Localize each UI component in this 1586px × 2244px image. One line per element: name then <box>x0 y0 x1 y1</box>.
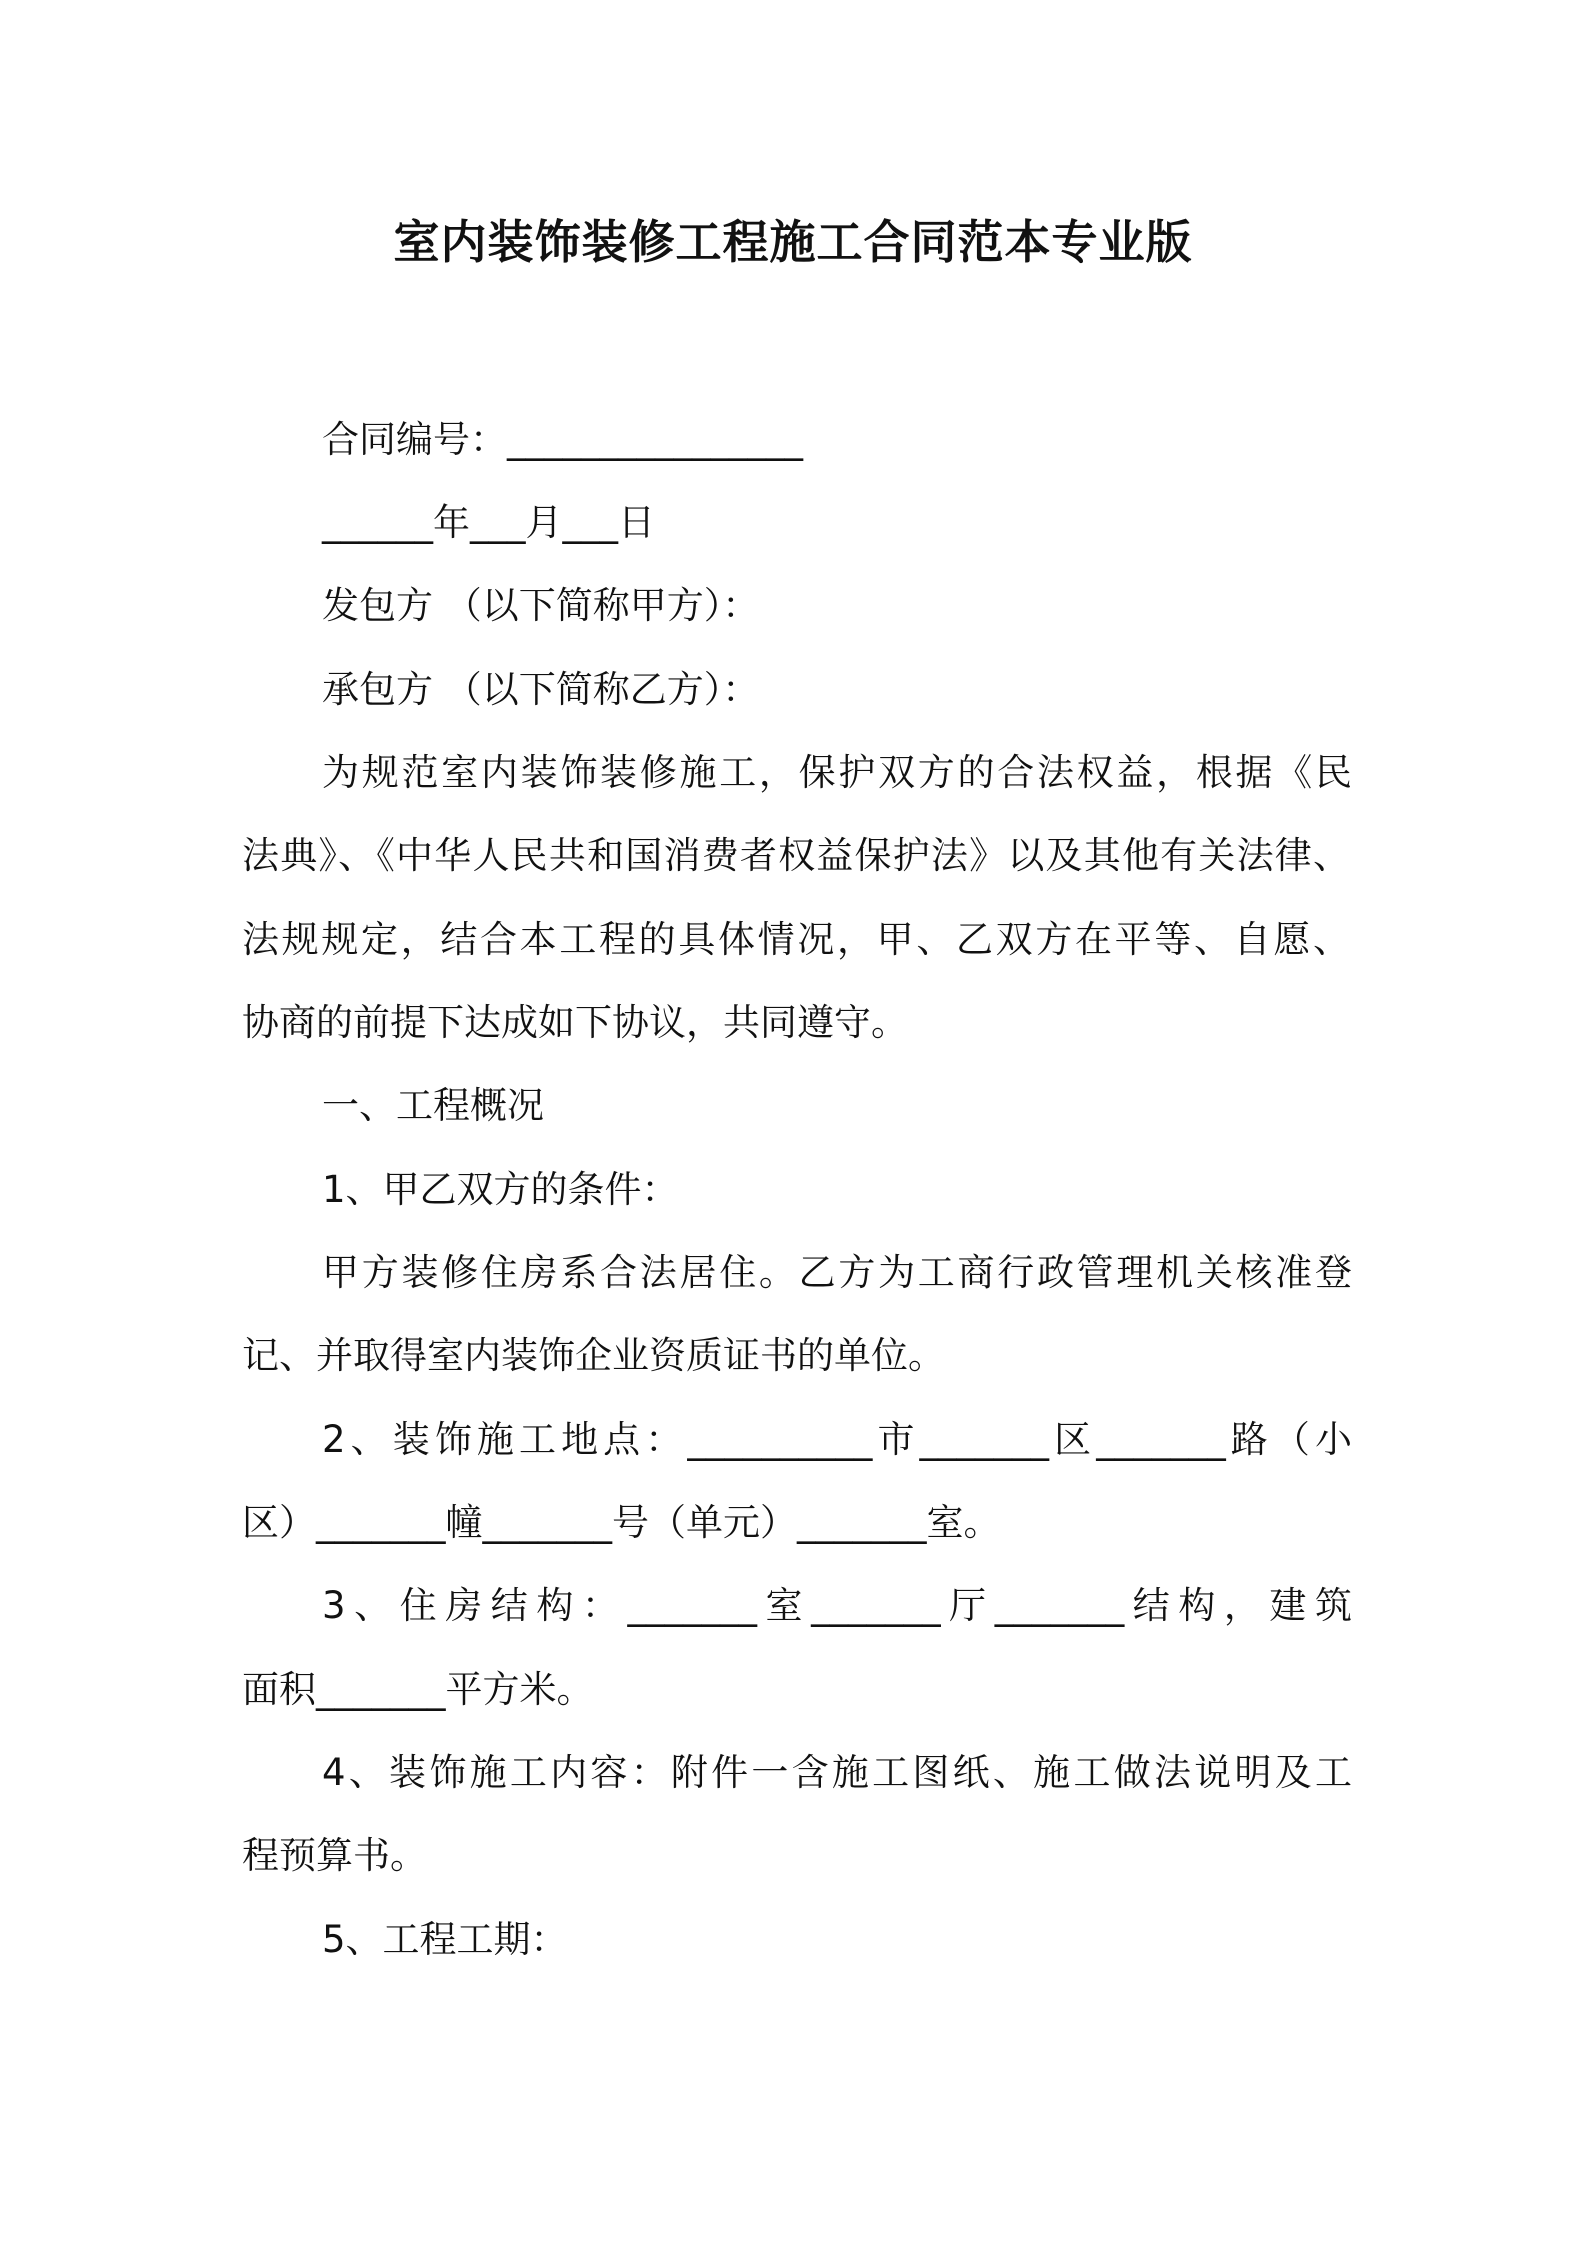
paragraph-line: 法规规定，结合本工程的具体情况，甲、乙双方在平等、自愿、 <box>242 918 1350 961</box>
party-a-line: 发包方 （以下简称甲方）： <box>322 584 760 627</box>
paragraph-line: 面积_______平方米。 <box>242 1668 594 1711</box>
paragraph-line: 法典》、《中华人民共和国消费者权益保护法》以及其他有关法律、 <box>242 834 1350 877</box>
item-5-heading: 5、工程工期： <box>322 1918 568 1961</box>
contract-number-line: 合同编号：________________ <box>322 418 803 461</box>
paragraph-line: 甲方装修住房系合法居住。乙方为工商行政管理机关核准登 <box>322 1251 1352 1294</box>
paragraph-line: 4、装饰施工内容：附件一含施工图纸、施工做法说明及工 <box>322 1751 1352 1794</box>
paragraph-line: 区）_______幢_______号（单元）_______室。 <box>242 1501 1001 1544</box>
section-heading: 一、工程概况 <box>322 1084 544 1127</box>
contract-date-line: ______年___月___日 <box>322 501 655 544</box>
item-1-heading: 1、甲乙双方的条件： <box>322 1168 679 1211</box>
paragraph-line: 程预算书。 <box>242 1834 427 1877</box>
document-title: 室内装饰装修工程施工合同范本专业版 <box>393 215 1193 269</box>
paragraph-line: 3、住房结构：_______室_______厅_______结构，建筑 <box>322 1584 1352 1627</box>
paragraph-line: 协商的前提下达成如下协议，共同遵守。 <box>242 1001 908 1044</box>
paragraph-line: 为规范室内装饰装修施工，保护双方的合法权益，根据《民 <box>322 751 1352 794</box>
paragraph-line: 2、装饰施工地点：__________市_______区_______路（小 <box>322 1418 1352 1461</box>
paragraph-line: 记、并取得室内装饰企业资质证书的单位。 <box>242 1334 945 1377</box>
party-b-line: 承包方 （以下简称乙方）： <box>322 668 760 711</box>
